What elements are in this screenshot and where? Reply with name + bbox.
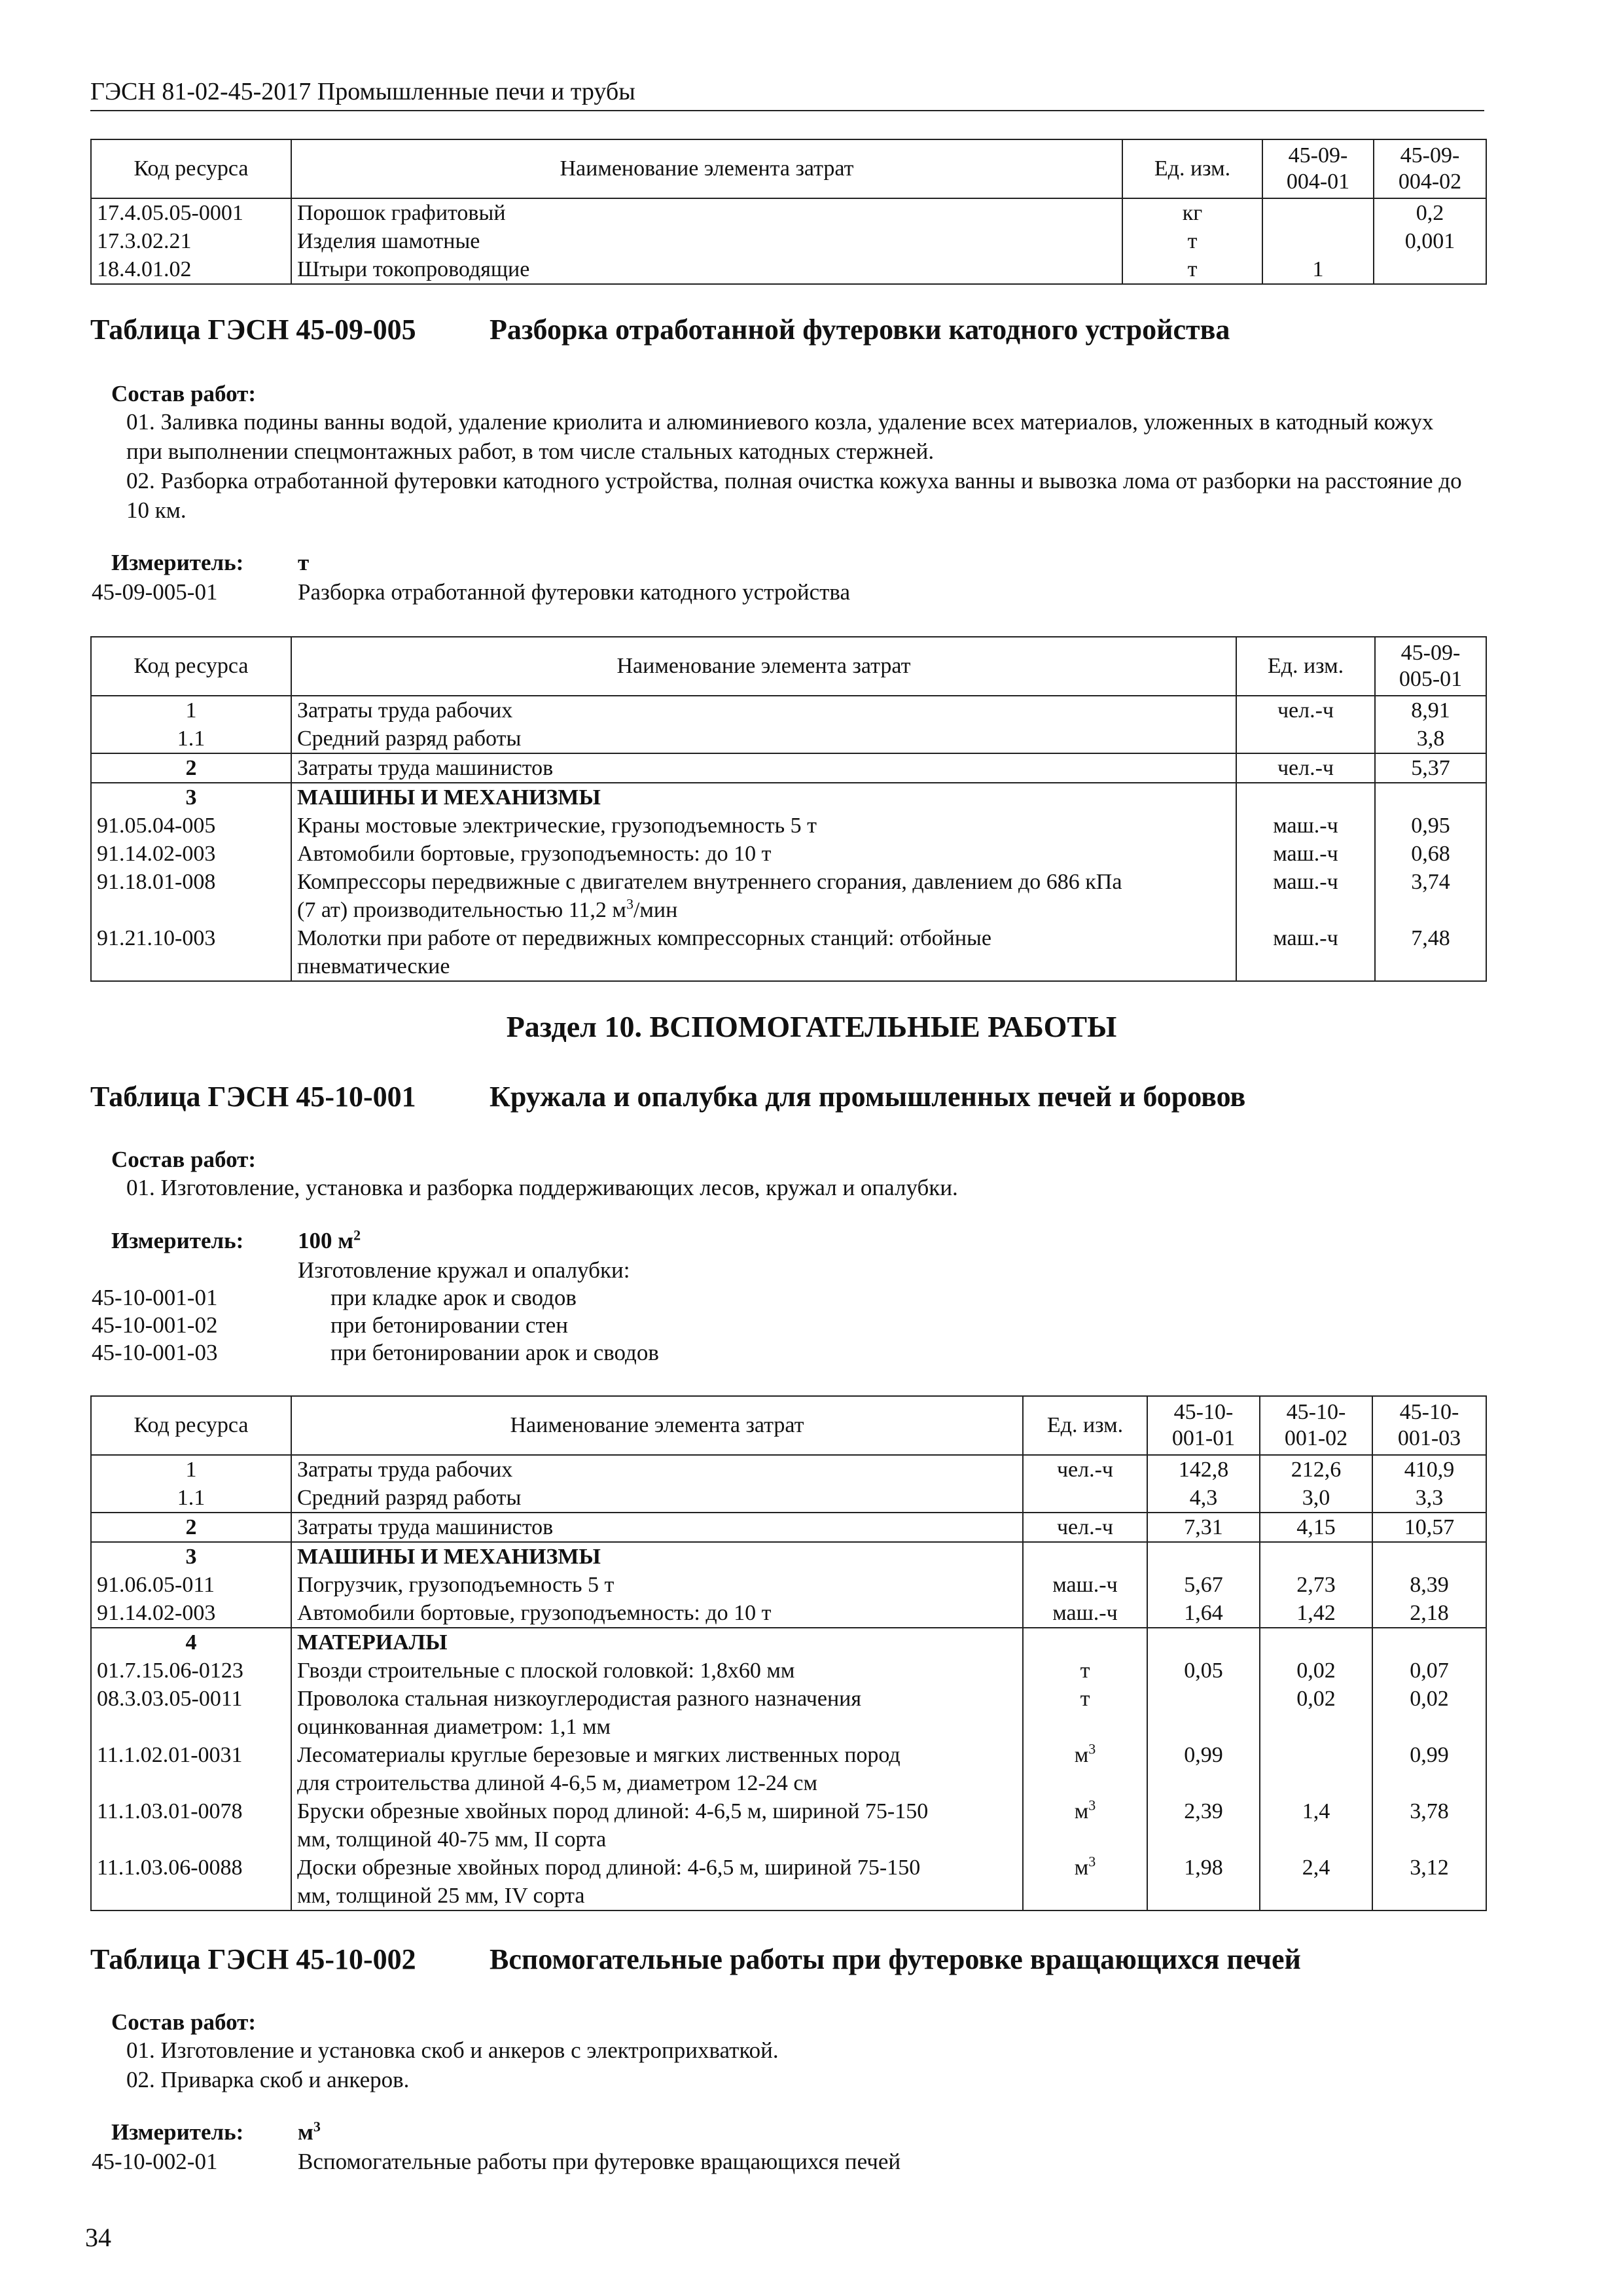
cell-value: 3,74 [1375,868,1486,924]
table-row [91,255,1486,284]
cell-code: 08.3.03.05-0011 [91,1685,291,1741]
cell-code: 91.05.04-005 [91,812,291,840]
cell-unit: маш.-ч [1023,1599,1147,1628]
cell-name: Автомобили бортовые, грузоподъемность: до 10 т [291,840,1236,868]
table-header-row [91,139,1486,198]
cell-unit: маш.-ч [1023,1571,1147,1599]
table-name: Вспомогательные работы при футеровке вращающихся печей [490,1943,1301,1975]
cell-unit [1023,1628,1147,1657]
table-row [91,840,1486,868]
table-header-row [91,637,1486,696]
table-row [91,1741,1486,1797]
cell-value: 3,0 [1260,1484,1372,1513]
cell-name: Затраты труда машинистов [291,1513,1023,1542]
table-row [91,1599,1486,1628]
cell-code: 11.1.03.06-0088 [91,1854,291,1910]
cell-name: Автомобили бортовые, грузоподъемность: до 10 т [291,1599,1023,1628]
table-row [91,753,1486,783]
cell-value [1260,1741,1372,1797]
table-row [91,924,1486,981]
cell-name: Затраты труда рабочих [291,696,1236,725]
cell-value [1262,198,1374,227]
cell-unit: т [1023,1685,1147,1741]
cell-name: Лесоматериалы круглые березовые и мягких лиственных пород для строительства длиной 4-6,5 м, диаметром 12-24 см [291,1741,1023,1797]
table-name: Кружала и опалубка для промышленных печей и боровов [490,1081,1246,1113]
item-name: Вспомогательные работы при футеровке вращающихся печей [298,2149,901,2174]
cell-value: 4,3 [1147,1484,1260,1513]
cell-value: 2,73 [1260,1571,1372,1599]
resource-table-45-10-001 [90,1395,1487,1911]
resource-table-45-09-005 [90,636,1487,982]
resource-table-45-09-004 [90,139,1487,285]
cell-name: Средний разряд работы [291,1484,1023,1513]
cell-code: 11.1.02.01-0031 [91,1741,291,1797]
cell-value: 8,91 [1375,696,1486,725]
item-name: при бетонировании арок и сводов [330,1340,659,1365]
table-title-45-10-001 [90,1080,1246,1113]
cell-name: Гвозди строительные с плоской головкой: 1,8х60 мм [291,1657,1023,1685]
cell-value [1147,1685,1260,1741]
cell-value: 410,9 [1372,1455,1486,1484]
page-number: 34 [85,2223,111,2252]
cell-code: 91.18.01-008 [91,868,291,924]
cell-name: МАШИНЫ И МЕХАНИЗМЫ [291,1542,1023,1571]
cell-name: МАТЕРИАЛЫ [291,1628,1023,1657]
cell-name: Молотки при работе от передвижных компрессорных станций: отбойные пневматические [291,924,1236,981]
table-row-group-header [91,783,1486,812]
table-row [91,1513,1486,1542]
item-code: 45-10-001-01 [92,1285,218,1310]
cell-unit: маш.-ч [1236,868,1375,924]
work-item: 01. Изготовление и установка скоб и анкеров с электроприхваткой. [126,2037,779,2063]
cell-value: 2,39 [1147,1797,1260,1854]
cell-name: Проволока стальная низкоуглеродистая разного назначения оцинкованная диаметром: 1,1 мм [291,1685,1023,1741]
cell-name: Компрессоры передвижные с двигателем внутреннего сгорания, давлением до 686 кПа (7 ат) производительностью 11,2 $м^3$/мин [291,868,1236,924]
table-code: Таблица ГЭСН 45-09-005 [90,314,416,346]
table-row [91,1455,1486,1484]
item-name: при бетонировании стен [330,1312,569,1338]
running-header: ГЭСН 81-02-45-2017 Промышленные печи и трубы [90,77,1484,111]
cell-unit: т [1122,255,1262,284]
cell-unit: кг [1122,198,1262,227]
cell-name: Бруски обрезные хвойных пород длиной: 4-6,5 м, шириной 75-150 мм, толщиной 40-75 мм, II сорта [291,1797,1023,1854]
col-header-norm-2: 45-10- 001-02 [1260,1396,1372,1455]
cell-unit: чел.-ч [1236,753,1375,783]
meter-unit: $м^3$ [298,2118,321,2145]
cell-code: 1 [91,696,291,725]
work-item: 01. Изготовление, установка и разборка поддерживающих лесов, кружал и опалубки. [126,1175,958,1200]
cell-name: Средний разряд работы [291,725,1236,753]
cell-code: 01.7.15.06-0123 [91,1657,291,1685]
cell-code: 91.06.05-011 [91,1571,291,1599]
cell-value: 1,98 [1147,1854,1260,1910]
cell-unit: чел.-ч [1023,1455,1147,1484]
cell-unit: т [1122,227,1262,255]
col-header-name: Наименование элемента затрат [291,139,1122,198]
cell-value: 142,8 [1147,1455,1260,1484]
col-header-code: Код ресурса [91,1396,291,1455]
cell-value: 0,07 [1372,1657,1486,1685]
cell-name: Затраты труда рабочих [291,1455,1023,1484]
sostav-label: Состав работ: [111,2009,256,2035]
work-item: 01. Заливка подины ванны водой, удаление криолита и алюминиевого козла, удаление всех материалов, уложенных в катодный кожух при выполнении спецмонтажных работ, в том числе стальных катодных стержней. [126,409,1434,464]
cell-name: Порошок графитовый [291,198,1122,227]
work-item: 02. Разборка отработанной футеровки катодного устройства, полная очистка кожуха ванны и вывозка лома от разборки на расстояние до 10 км. [126,468,1462,523]
cell-code: 1 [91,1455,291,1484]
table-row [91,1854,1486,1910]
sostav-label: Состав работ: [111,1147,256,1172]
cell-value: 1,4 [1260,1797,1372,1854]
cell-value: 212,6 [1260,1455,1372,1484]
table-row [91,1484,1486,1513]
col-header-norm-2: 45-09- 004-02 [1374,139,1486,198]
cell-code: 1.1 [91,1484,291,1513]
item-code: 45-10-002-01 [92,2149,218,2174]
group-title: Изготовление кружал и опалубки: [298,1257,630,1283]
col-header-name: Наименование элемента затрат [291,637,1236,696]
cell-unit [1236,783,1375,812]
meter-unit: т [298,550,310,575]
col-header-norm-3: 45-10- 001-03 [1372,1396,1486,1455]
table-title-45-10-002 [90,1943,1301,1976]
table-row [91,227,1486,255]
table-row [91,198,1486,227]
item-code: 45-10-001-03 [92,1340,218,1365]
cell-code: 4 [91,1628,291,1657]
cell-value [1260,1628,1372,1657]
cell-value: 0,68 [1375,840,1486,868]
cell-value [1147,1628,1260,1657]
table-row [91,812,1486,840]
cell-code: 3 [91,1542,291,1571]
table-row [91,696,1486,725]
item-code: 45-10-001-02 [92,1312,218,1338]
meter-label: Измеритель: [111,550,244,575]
cell-code: 17.3.02.21 [91,227,291,255]
cell-code: 2 [91,753,291,783]
cell-value [1147,1542,1260,1571]
cell-code: 18.4.01.02 [91,255,291,284]
cell-value: 2,4 [1260,1854,1372,1910]
cell-value: 10,57 [1372,1513,1486,1542]
table-code: Таблица ГЭСН 45-10-001 [90,1081,416,1113]
section-title: Раздел 10. ВСПОМОГАТЕЛЬНЫЕ РАБОТЫ [506,1010,1117,1043]
cell-code: 91.21.10-003 [91,924,291,981]
table-row [91,725,1486,753]
cell-value: 3,8 [1375,725,1486,753]
table-row [91,1685,1486,1741]
col-header-norm-1: 45-10- 001-01 [1147,1396,1260,1455]
cell-unit: т [1023,1657,1147,1685]
col-header-code: Код ресурса [91,139,291,198]
table-row [91,1797,1486,1854]
col-header-norm-1: 45-09- 004-01 [1262,139,1374,198]
table-code: Таблица ГЭСН 45-10-002 [90,1943,416,1975]
meter-label: Измеритель: [111,2119,244,2145]
cell-value: 7,48 [1375,924,1486,981]
cell-value [1372,1628,1486,1657]
cell-unit: маш.-ч [1236,812,1375,840]
cell-value: 0,99 [1147,1741,1260,1797]
cell-value [1372,1542,1486,1571]
cell-unit: маш.-ч [1236,840,1375,868]
cell-value [1375,783,1486,812]
cell-unit: чел.-ч [1236,696,1375,725]
cell-value: 3,78 [1372,1797,1486,1854]
table-row [91,1571,1486,1599]
col-header-name: Наименование элемента затрат [291,1396,1023,1455]
col-header-norm-1: 45-09- 005-01 [1375,637,1486,696]
cell-value: 0,99 [1372,1741,1486,1797]
cell-value: 7,31 [1147,1513,1260,1542]
cell-value: 2,18 [1372,1599,1486,1628]
cell-code: 2 [91,1513,291,1542]
col-header-unit: Ед. изм. [1236,637,1375,696]
cell-code: 3 [91,783,291,812]
cell-value: 0,02 [1372,1685,1486,1741]
cell-code: 91.14.02-003 [91,1599,291,1628]
cell-value: 0,02 [1260,1685,1372,1741]
cell-value [1262,227,1374,255]
cell-code: 11.1.03.01-0078 [91,1797,291,1854]
cell-value: 0,05 [1147,1657,1260,1685]
table-row [91,1657,1486,1685]
table-row-group-header [91,1628,1486,1657]
table-row [91,868,1486,924]
meter-unit: 100 $м^2$ [298,1227,361,1253]
meter-label: Измеритель: [111,1228,244,1253]
cell-unit: $м^3$ [1023,1741,1147,1797]
cell-code: 17.4.05.05-0001 [91,198,291,227]
table-row-group-header [91,1542,1486,1571]
cell-name: Штыри токопроводящие [291,255,1122,284]
cell-value: 0,2 [1374,198,1486,227]
item-code: 45-09-005-01 [92,579,218,605]
cell-name: Доски обрезные хвойных пород длиной: 4-6,5 м, шириной 75-150 мм, толщиной 25 мм, IV сорта [291,1854,1023,1910]
cell-value [1260,1542,1372,1571]
cell-name: Затраты труда машинистов [291,753,1236,783]
cell-name: Изделия шамотные [291,227,1122,255]
cell-value: 3,3 [1372,1484,1486,1513]
cell-name: Погрузчик, грузоподъемность 5 т [291,1571,1023,1599]
cell-value: 1,42 [1260,1599,1372,1628]
cell-code: 91.14.02-003 [91,840,291,868]
cell-code: 1.1 [91,725,291,753]
cell-name: Краны мостовые электрические, грузоподъемность 5 т [291,812,1236,840]
cell-value: 1 [1262,255,1374,284]
cell-value: 3,12 [1372,1854,1486,1910]
table-title-45-09-005 [90,313,1230,346]
table-name: Разборка отработанной футеровки катодного устройства [490,314,1230,346]
col-header-code: Код ресурса [91,637,291,696]
cell-value: 0,001 [1374,227,1486,255]
cell-value: 1,64 [1147,1599,1260,1628]
cell-unit [1236,725,1375,753]
cell-value: 0,02 [1260,1657,1372,1685]
cell-name: МАШИНЫ И МЕХАНИЗМЫ [291,783,1236,812]
cell-unit: $м^3$ [1023,1854,1147,1910]
cell-value [1374,255,1486,284]
item-name: при кладке арок и сводов [330,1285,577,1310]
cell-unit: чел.-ч [1023,1513,1147,1542]
cell-value: 5,67 [1147,1571,1260,1599]
col-header-unit: Ед. изм. [1122,139,1262,198]
cell-unit: $м^3$ [1023,1797,1147,1854]
cell-value: 8,39 [1372,1571,1486,1599]
cell-value: 4,15 [1260,1513,1372,1542]
table-header-row [91,1396,1486,1455]
work-item: 02. Приварка скоб и анкеров. [126,2067,410,2092]
cell-value: 0,95 [1375,812,1486,840]
col-header-unit: Ед. изм. [1023,1396,1147,1455]
cell-unit [1023,1484,1147,1513]
cell-unit [1023,1542,1147,1571]
item-name: Разборка отработанной футеровки катодного устройства [298,579,850,605]
sostav-label: Состав работ: [111,381,256,406]
cell-unit: маш.-ч [1236,924,1375,981]
cell-value: 5,37 [1375,753,1486,783]
